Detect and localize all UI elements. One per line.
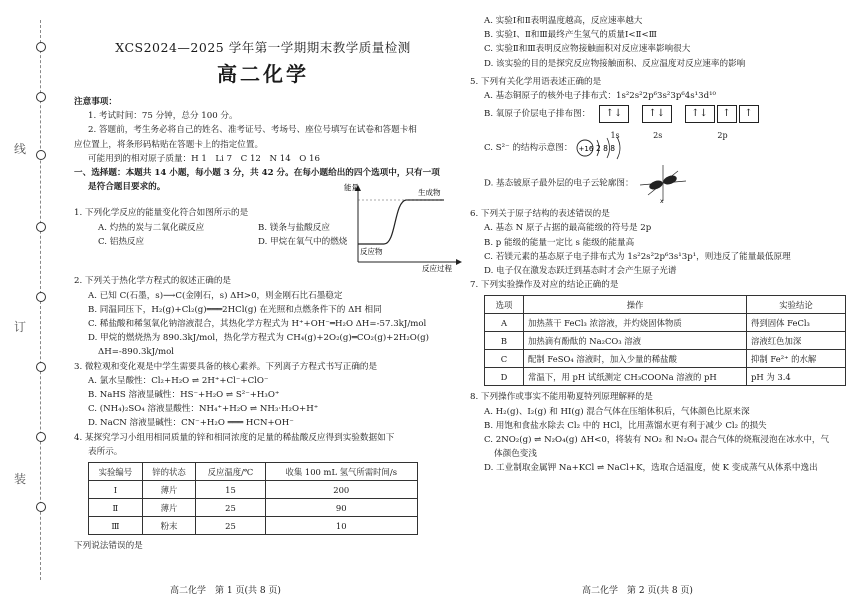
diagram-product-label: 生成物 (418, 188, 441, 198)
binding-hole (36, 432, 46, 442)
page-2 (462, 0, 854, 608)
table-cell: 200 (265, 481, 417, 499)
table-cell: pH 为 3.4 (747, 368, 846, 386)
table-cell: 15 (196, 481, 265, 499)
table-header: 反应温度/℃ (196, 463, 265, 481)
table-header: 操作 (524, 296, 747, 314)
table-cell: 25 (196, 517, 265, 535)
orbital-box: ↑↓ (685, 105, 715, 123)
orbital-2s (642, 103, 674, 147)
question-7-stem: 7. 下列实验操作及对应的结论正确的是 (470, 280, 619, 291)
question-4-stem: 4. 某探究学习小组用相同质量的锌和相同浓度的足量的稀盐酸反应得到实验数据如下 (74, 432, 395, 443)
notes-heading: 注意事项： (74, 97, 117, 107)
binding-hole (36, 222, 46, 232)
option-d (470, 163, 850, 207)
binding-hole (36, 502, 46, 512)
table-cell: 抑制 Fe²⁺ 的水解 (747, 350, 846, 368)
table-header: 实验编号 (89, 463, 143, 481)
table-cell: C (485, 350, 524, 368)
page-footer: 高二化学 第 2 页(共 8 页) (582, 586, 693, 596)
electron-cloud-icon (636, 163, 690, 203)
question-3-stem: 3. 微粒观和变化观是中学生需要具备的核心素养。下列离子方程式书写正确的是 (74, 361, 378, 372)
option-c-label: C. S²⁻ 的结构示意图： (484, 143, 573, 154)
diagram-xlabel: 反应过程 (422, 264, 452, 273)
option-a: A. 基态铜原子的核外电子排布式：1s²2s²2p⁶3s²3p⁶4s¹3d¹⁰ (484, 91, 716, 102)
binding-label: 线 (14, 142, 27, 156)
orbital-label: 2p (717, 131, 728, 141)
nucleus-charge: +16 (578, 144, 594, 153)
table-cell: A (485, 314, 524, 332)
table-header: 选项 (485, 296, 524, 314)
option-d: D. 甲烷在氧气中的燃烧 (258, 236, 348, 247)
binding-hole (36, 150, 46, 160)
option-d-cont: ΔH=-890.3kJ/mol (98, 347, 175, 358)
table-cell: 得到固体 FeCl₃ (747, 314, 846, 332)
orbital-box: ↑ (739, 105, 759, 123)
option-d: D. 甲烷的燃烧热为 890.3kJ/mol，热化学方程式为 CH₄(g)+2O₂(g)═CO₂(g)+2H₂O(g) (88, 333, 430, 344)
table-header: 收集 100 mL 氢气所需时间/s (265, 463, 417, 481)
option-b: B. 镁条与盐酸反应 (258, 222, 330, 233)
option-c: C. 若镁元素的基态原子电子排布式为 1s²2s²2p⁶3s¹3p¹，则违反了能量最低原理 (484, 251, 791, 262)
binding-hole (36, 292, 46, 302)
section-heading: 一、选择题：本题共 14 小题，每小题 3 分，共 42 分。在每小题给出的四个选项中，只有一项 (74, 168, 440, 179)
option-b: B. 实验Ⅰ、Ⅱ和Ⅲ最终产生氢气的质量Ⅰ<Ⅱ<Ⅲ (484, 30, 657, 41)
table-row (89, 517, 418, 535)
table-cell: 25 (196, 499, 265, 517)
option-a: A. 实验Ⅰ和Ⅱ表明温度越高，反应速率越大 (484, 16, 643, 26)
orbital-box: ↑↓ (599, 105, 629, 123)
binding-hole (36, 362, 46, 372)
binding-margin (0, 0, 58, 608)
notes-item: 可能用到的相对原子质量：H 1 Li 7 C 12 N 14 O 16 (88, 153, 320, 164)
option-a: A. H₂(g)、I₂(g) 和 HI(g) 混合气体在压缩体积后，气体颜色比原来深 (484, 406, 750, 417)
shell-electrons: 2 8 8 (596, 143, 616, 153)
table-cell: 加热滴有酚酞的 Na₂CO₃ 溶液 (524, 332, 747, 350)
option-d: D. NaCN 溶液显碱性：CN⁻+H₂O ═══ HCN+OH⁻ (88, 418, 294, 429)
question-4-after: 下列说法错误的是 (74, 541, 143, 552)
table-cell: 薄片 (142, 499, 196, 517)
table-cell: 配制 FeSO₄ 溶液时，加入少量的稀盐酸 (524, 350, 747, 368)
notes-item: 2. 答题前，考生务必将自己的姓名、准考证号、考场号、座位号填写在试卷和答题卡相 (88, 125, 417, 136)
svg-text:x: x (660, 198, 664, 204)
option-a: A. 已知 C(石墨，s)⟶C(金刚石，s) ΔH>0，则金刚石比石墨稳定 (88, 290, 343, 301)
binding-label: 装 (14, 472, 27, 486)
table-cell: 溶液红色加深 (747, 332, 846, 350)
option-a: A. 基态 N 原子占据的最高能级的符号是 2p (484, 223, 652, 234)
option-c: C. 实验Ⅱ和Ⅲ表明反应物接触面积对反应速率影响很大 (484, 44, 691, 55)
option-b: B. p 能级的能量一定比 s 能级的能量高 (484, 237, 635, 248)
orbital-label: 1s (610, 131, 620, 141)
table-cell: Ⅱ (89, 499, 143, 517)
orbital-label: 2s (653, 131, 663, 141)
page-footer: 高二化学 第 1 页(共 8 页) (170, 586, 281, 596)
orbital-box: ↑ (717, 105, 737, 123)
table-cell: 薄片 (142, 481, 196, 499)
notes-item: 1. 考试时间：75 分钟，总分 100 分。 (88, 111, 238, 122)
table-header-row (89, 463, 418, 481)
option-c: C. 2NO₂(g) ⇌ N₂O₄(g) ΔH<0，将装有 NO₂ 和 N₂O₄ 混合气体的烧瓶浸泡在冰水中，气 (484, 435, 830, 446)
page-1 (60, 0, 458, 608)
ion-structure-diagram (575, 134, 645, 162)
notes-item: 应位置上，将条形码粘贴在答题卡上的指定位置。 (74, 139, 264, 150)
table-row (485, 368, 846, 386)
question-8-stem: 8. 下列操作或事实不能用勒夏特列原理解释的是 (470, 392, 653, 403)
table-cell: 加热蒸干 FeCl₃ 浓溶液，并灼烧固体物质 (524, 314, 747, 332)
exam-title: XCS2024—2025 学年第一学期期末教学质量检测 (115, 40, 411, 55)
option-b: B. 用饱和食盐水除去 Cl₂ 中的 HCl，比用蒸馏水更有利于减少 Cl₂ 的损失 (484, 420, 767, 431)
option-b: B. 同温同压下，H₂(g)+Cl₂(g)═══2HCl(g) 在光照和点燃条件下的 ΔH 相同 (88, 304, 382, 315)
question-6-stem: 6. 下列关于原子结构的表述错误的是 (470, 209, 610, 220)
table-header-row (485, 296, 846, 314)
table-cell: Ⅲ (89, 517, 143, 535)
energy-diagram (344, 182, 464, 272)
table-row (485, 350, 846, 368)
binding-hole (36, 42, 46, 52)
diagram-ylabel: 能量 (344, 183, 359, 193)
table-cell: D (485, 368, 524, 386)
option-d-label: D. 基态铍原子最外层的电子云轮廓图： (484, 178, 634, 189)
table-header: 实验结论 (747, 296, 846, 314)
option-c-cont: 体颜色变浅 (494, 449, 537, 460)
option-b: B. NaHS 溶液显碱性：HS⁻+H₂O ⇌ S²⁻+H₃O⁺ (88, 390, 280, 401)
section-heading-cont: 是符合题目要求的。 (88, 182, 166, 193)
question-4-stem-cont: 表所示。 (88, 446, 123, 457)
table-row (485, 332, 846, 350)
binding-hole (36, 92, 46, 102)
q4-data-table (88, 462, 418, 535)
option-d: D. 工业制取金属钾 Na+KCl ⇌ NaCl+K，选取合适温度，使 K 变成蒸气从体系中逸出 (484, 463, 818, 474)
table-cell: 常温下，用 pH 试纸测定 CH₃COONa 溶液的 pH (524, 368, 747, 386)
option-b (470, 103, 850, 141)
option-d: D. 电子仅在激发态跃迁到基态时才会产生原子光谱 (484, 266, 677, 277)
orbital-box: ↑↓ (642, 105, 672, 123)
option-b-label: B. 氧原子价层电子排布图： (484, 109, 591, 120)
option-d: D. 该实验的目的是探究反应物接触面积、反应温度对反应速率的影响 (484, 58, 746, 69)
table-row (485, 314, 846, 332)
table-cell: 粉末 (142, 517, 196, 535)
table-row (89, 481, 418, 499)
table-cell: Ⅰ (89, 481, 143, 499)
binding-label: 订 (14, 320, 27, 334)
option-a: A. 灼热的炭与二氧化碳反应 (98, 222, 205, 233)
question-stem: 1. 下列化学反应的能量变化符合如图所示的是 (74, 208, 249, 219)
option-c: C. 稀盐酸和稀氢氧化钠溶液混合，其热化学方程式为 H⁺+OH⁻═H₂O ΔH=-57.3kJ/mol (88, 319, 427, 330)
question-5-stem: 5. 下列有关化学用语表述正确的是 (470, 76, 602, 87)
question-2-stem: 2. 下列关于热化学方程式的叙述正确的是 (74, 276, 232, 287)
option-c: C. (NH₄)₂SO₄ 溶液显酸性：NH₄⁺+H₂O ⇌ NH₃·H₂O+H⁺ (88, 404, 319, 415)
table-row (89, 499, 418, 517)
option-a: A. 氯水呈酸性：Cl₂+H₂O ⇌ 2H⁺+Cl⁻+ClO⁻ (88, 375, 269, 386)
option-c: C. 铝热反应 (98, 236, 145, 247)
table-cell: 10 (265, 517, 417, 535)
q7-table (484, 295, 846, 386)
subject-title: 高二化学 (217, 62, 309, 86)
table-cell: 90 (265, 499, 417, 517)
orbital-2p (685, 103, 761, 147)
diagram-reactant-label: 反应物 (360, 247, 383, 257)
table-cell: B (485, 332, 524, 350)
table-header: 锌的状态 (142, 463, 196, 481)
